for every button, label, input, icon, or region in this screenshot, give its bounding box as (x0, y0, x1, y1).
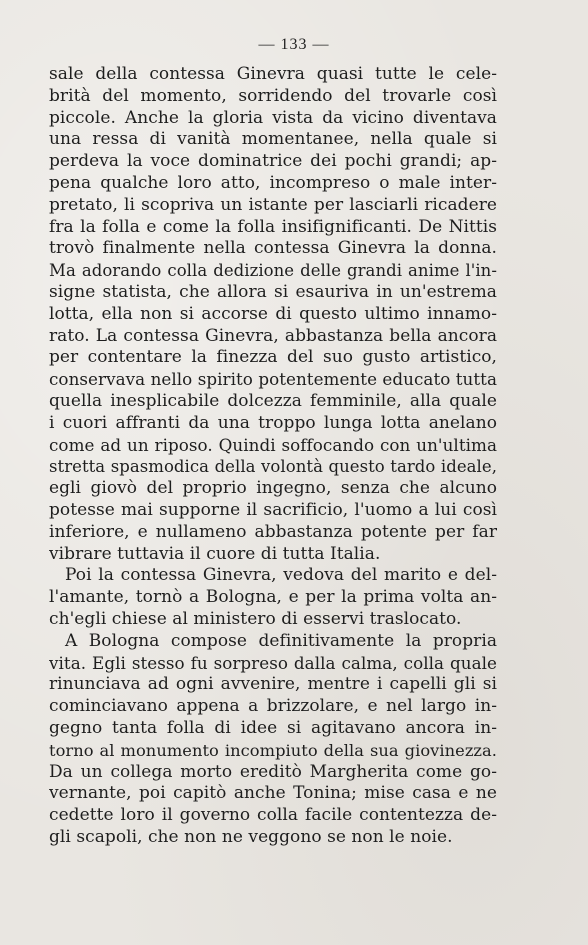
text-line: Da un collega morto ereditò Margherita come go- (49, 761, 497, 782)
paragraph (49, 631, 497, 849)
paragraph (49, 565, 497, 630)
text-line: trovò finalmente nella contessa Ginevra la donna. (49, 238, 497, 259)
text-line: per contentare la finezza del suo gusto artistico, (49, 347, 497, 368)
text-line: vernante, poi capitò anche Tonina; mise casa e ne (49, 783, 497, 804)
text-line: A Bologna compose definitivamente la propria (65, 630, 497, 651)
text-line: lotta, ella non si accorse di questo ultimo innamo- (49, 303, 497, 324)
text-line: rato. La contessa Ginevra, abbastanza bella ancora (49, 325, 497, 346)
text-line: cominciavano appena a brizzolare, e nel largo in- (49, 696, 497, 717)
text-line: quella inesplicabile dolcezza femminile, alla quale (49, 390, 497, 411)
text-line: gegno tanta folla di idee si agitavano ancora in- (49, 717, 497, 738)
text-line: l'amante, tornò a Bologna, e per la prima volta an- (49, 587, 497, 608)
text-line: piccole. Anche la gloria vista da vicino diventava (49, 107, 497, 128)
text-line: perdeva la voce dominatrice dei pochi grandi; ap- (49, 151, 497, 172)
text-line: signe statista, che allora si esauriva in un'estrema (49, 281, 497, 302)
text-line: ch'egli chiese al ministero di esservi traslocato. (49, 608, 462, 629)
text-line: una ressa di vanità momentanee, nella quale si (49, 129, 497, 150)
text-line: come ad un riposo. Quindi soffocando con un'ultima (49, 434, 497, 455)
page-number: — 133 — (258, 36, 330, 53)
text-line: gli scapoli, che non ne veggono se non le noie. (49, 826, 453, 847)
text-line: pena qualche loro atto, incompreso o male inter- (49, 172, 497, 193)
text-line: Ma adorando colla dedizione delle grandi anime l'in- (49, 261, 497, 281)
text-line: Poi la contessa Ginevra, vedova del marito e del- (65, 565, 497, 586)
text-line: potesse mai supporne il sacrificio, l'uomo a lui così (49, 499, 497, 520)
text-line: fra la folla e come la folla insifignificanti. De Nittis (49, 216, 497, 237)
text-line: cedette loro il governo colla facile contentezza de- (49, 805, 497, 826)
text-line: torno al monumento incompiuto della sua giovinezza. (49, 740, 497, 760)
text-line: rinunciava ad ogni avvenire, mentre i capelli gli si (49, 674, 497, 695)
text-line: inferiore, e nullameno abbastanza potente per far (49, 521, 497, 542)
paragraph (49, 64, 497, 565)
text-line: pretato, li scopriva un istante per lasciarli ricadere (49, 194, 497, 215)
text-line: vita. Egli stesso fu sorpreso dalla calma, colla quale (49, 652, 497, 673)
text-line: stretta spasmodica della volontà questo tardo ideale, (49, 457, 497, 477)
text-line: vibrare tuttavia il cuore di tutta Italia. (49, 543, 381, 564)
text-line: brità del momento, sorridendo del trovarle così (49, 85, 497, 106)
text-line: egli giovò del proprio ingegno, senza che alcuno (49, 478, 497, 499)
text-line: conservava nello spirito potentemente educato tutta (49, 369, 497, 390)
text-line: sale della contessa Ginevra quasi tutte le cele- (49, 64, 497, 84)
text-line: i cuori affranti da una troppo lunga lotta anelano (49, 412, 497, 433)
body-text (49, 64, 497, 849)
